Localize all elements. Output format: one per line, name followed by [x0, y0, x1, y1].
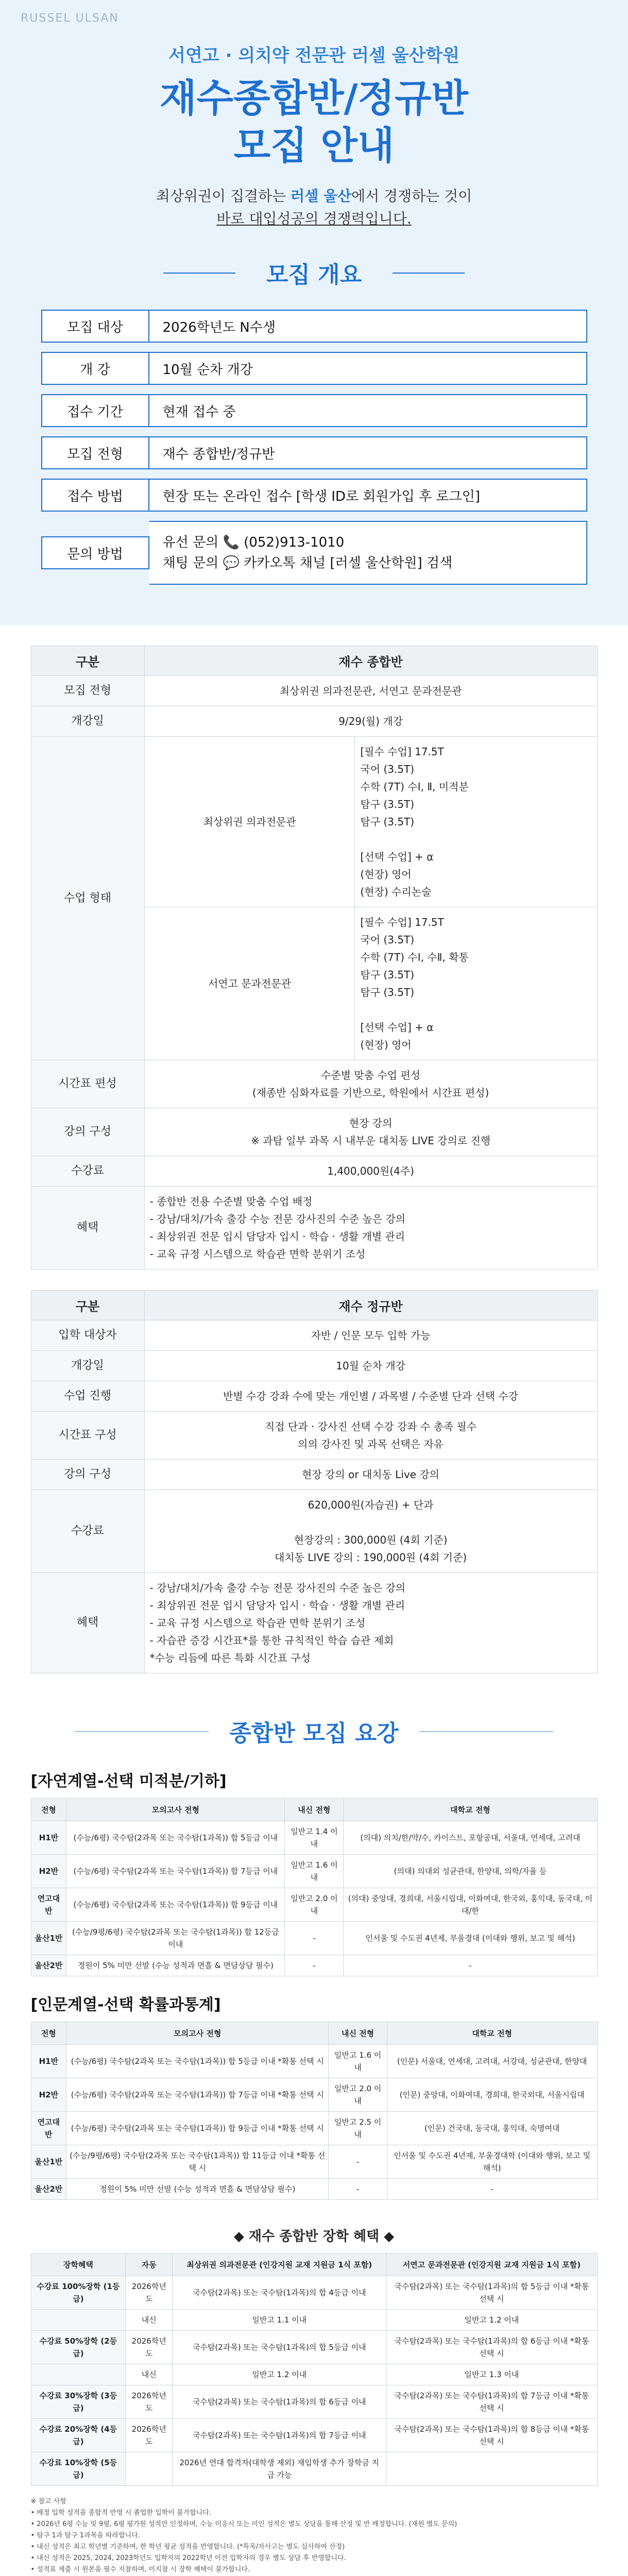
overview-value: 재수 종합반/정규반 [149, 436, 587, 469]
hero-title-line1: 재수종합반/정규반 [160, 76, 468, 121]
table-cell: H1반 [31, 2045, 66, 2078]
benefit-list [144, 1573, 597, 1673]
row-label: 강의 구성 [31, 1460, 144, 1490]
note-line: • 내신 성적은 최고 학년별 기준하며, 한 학년 평균 성적을 반영합니다. (*특목/자사고는 별도 심사하여 산정) [30, 2543, 345, 2551]
table-cell: 정원이 5% 미만 선발 (수능 성적과 면흘 & 면담상담 필수) [66, 2179, 329, 2200]
table-cell: H2반 [31, 1855, 66, 1888]
table-cell: 국수탐(2과목) 또는 국수탐(1과목)의 합 6등급 이내 [173, 2385, 386, 2419]
table-row [31, 1888, 597, 1922]
table-cell: (수능/6평) 국수탐(2과목 또는 국수탐(1과목)) 합 5등급 이내 *확통 선택 시 [66, 2045, 329, 2078]
table-cell: (의대) 중앙대, 경희대, 서울시립대, 이화여대, 한국외, 홍익대, 동국대, 이대/한 [344, 1888, 597, 1922]
table-cell: 일반고 1.1 이내 [173, 2310, 386, 2331]
jongap-col1: 구분 [31, 646, 144, 676]
table-row [31, 1351, 597, 1381]
hero-desc-line2: 바로 대입성공의 경쟁력입니다. [216, 210, 412, 227]
text-line: (현장) 영어 [360, 1039, 412, 1051]
row-label: 수업 진행 [31, 1381, 144, 1412]
table-row [31, 2364, 597, 2385]
table-row [31, 2045, 597, 2078]
table-cell: 국수탐(2과목) 또는 국수탐(1과목)의 합 5등급 이내 *확통 선택 시 [386, 2276, 597, 2310]
row-label: 개강일 [31, 1351, 144, 1381]
table-cell: 일반고 1.2 이내 [173, 2364, 386, 2385]
overview-label: 문의 방법 [41, 536, 149, 569]
kakao-contact: 채팅 문의 💬 카카오톡 채널 [러셀 울산학원] 검색 [162, 555, 453, 571]
benefit-list [144, 1187, 597, 1269]
contact-value [149, 521, 587, 585]
table-cell: - [344, 1955, 597, 1976]
jeonggyu-col1: 구분 [31, 1291, 144, 1320]
column-header: 전형 [31, 2022, 66, 2045]
column-header: 내신 전형 [329, 2022, 387, 2045]
table-cell: 2026년 연대 합격자(대학생 제외) 재입학생 추가 장학금 지급 가능 [173, 2452, 386, 2486]
overview-label: 모집 전형 [41, 436, 149, 469]
table-cell: 내신 [126, 2364, 173, 2385]
table-cell: (인문) 건국대, 동국대, 홍익대, 숙명여대 [387, 2112, 597, 2145]
text-line: [선택 수업] + α [360, 1021, 434, 1033]
text-line [360, 1001, 591, 1019]
column-header: 모의고사 전형 [66, 1799, 285, 1821]
column-header: 서연고 문과전문관 (인강지원 교재 지원금 1식 포함) [386, 2253, 597, 2276]
table-cell: - [387, 2179, 597, 2200]
table-cell: 정원이 5% 미만 선발 (수능 성적과 면흘 & 면담상담 필수) [66, 1955, 285, 1976]
table-cell: (수능/6평) 국수탐(2과목 또는 국수탐(1과목)) 합 9등급 이내 *확통 선택 시 [66, 2112, 329, 2145]
table-row [31, 1187, 597, 1269]
row-value [144, 676, 597, 706]
row-label: 수강료 [31, 1490, 144, 1573]
table-cell: 일반고 2.5 이내 [329, 2112, 387, 2145]
jongap-req-title: 종합반 모집 요강 [209, 1715, 419, 1748]
table-row [31, 1821, 597, 1855]
text-line: 자반 / 인문 모두 입학 가능 [311, 1329, 431, 1342]
row-label: 시간표 구성 [31, 1412, 144, 1460]
table-row [31, 1381, 597, 1412]
overview-row [41, 352, 587, 385]
text-line: ※ 과탐 일부 과목 시 내부운 대치동 LIVE 강의로 진행 [250, 1134, 491, 1147]
table-cell: 인서울 및 수도권 4년제, 부울경대 (이대와 행위, 보고 및 해석) [344, 1922, 597, 1955]
row-value [144, 1460, 597, 1490]
overview-title: 모집 개요 [235, 256, 393, 289]
table-cell: (의대) 의대외 성균관대, 한양대, 의학/자율 등 [344, 1855, 597, 1888]
table-cell: 수강료 20%장학 (4등급) [31, 2419, 126, 2452]
overview-row-contact [41, 521, 587, 585]
table-cell: H2반 [31, 2078, 66, 2112]
row-label: 입학 대상자 [31, 1320, 144, 1351]
table-cell: H1반 [31, 1821, 66, 1855]
text-line [360, 831, 591, 848]
table-row [31, 676, 597, 706]
row-label: 혜택 [31, 1187, 144, 1269]
column-header: 대학교 전형 [387, 2022, 597, 2045]
row-value [144, 1060, 597, 1108]
fee-line: 현장강의 : 300,000원 (4회 기준) [294, 1534, 448, 1546]
phone-contact: 유선 문의 📞 (052)913-1010 [162, 535, 345, 550]
table-cell [126, 2452, 173, 2486]
note-line: • 내신 성적은 2025, 2024, 2023학년도 입학자의 2022학년 이전 입학자의 경우 별도 상담 후 반영합니다. [30, 2554, 346, 2562]
table-cell: (의대) 의치/한/약/수, 카이스트, 포항공대, 서울대, 연세대, 고려대 [344, 1821, 597, 1855]
text-line: 탐구 (3.5T) [360, 986, 415, 998]
table-cell: 국수탐(2과목) 또는 국수탐(1과목)의 합 7등급 이내 [173, 2419, 386, 2452]
jongap-table-block [31, 646, 598, 1269]
text-line: 의의 강사진 및 과목 선택은 자유 [298, 1438, 444, 1450]
table-cell: 울산1반 [31, 1922, 66, 1955]
benefit-item: - 강남/대치/가속 출강 수능 전문 강사진의 수준 높은 강의 [149, 1582, 406, 1594]
overview-value: 2026학년도 N수생 [149, 310, 587, 343]
text-line: 수학 (7T) 수Ⅰ, 수Ⅱ, 확통 [360, 951, 469, 963]
row-label: 시간표 편성 [31, 1060, 144, 1108]
table-cell: 일반고 1.6 이내 [285, 1855, 344, 1888]
table-cell: (수능/9평/6평) 국수탐(2과목 또는 국수탐(1과목)) 합 12등급 이내 [66, 1922, 285, 1955]
column-header: 모의고사 전형 [66, 2022, 329, 2045]
table-row [31, 2452, 597, 2486]
row-label: 수강료 [31, 1156, 144, 1187]
scholar-table [31, 2253, 598, 2486]
row-value [144, 1351, 597, 1381]
jeonggyu-table-block [31, 1290, 598, 1673]
overview-label: 모집 대상 [41, 310, 149, 343]
row-value [144, 1108, 597, 1156]
note-line: • 성적표 제출 시 원본을 필수 지참하며, 미지참 시 장학 혜택이 불가합니다. [30, 2566, 250, 2573]
table-cell: (수능/6평) 국수탐(2과목 또는 국수탐(1과목)) 합 7등급 이내 *확통 선택 시 [66, 2078, 329, 2112]
text-line: 직접 단과 · 강사진 선택 수강 강좌 수 총족 필수 [264, 1420, 477, 1433]
table-cell [386, 2452, 597, 2486]
table-row [31, 737, 597, 907]
table-header-row [31, 2253, 597, 2276]
note-line: • 탐구 1과 탐구 1과목을 따라합니다. [30, 2532, 140, 2539]
column-header: 최상위권 의과전문관 (인강지원 교재 지원금 1식 포함) [173, 2253, 386, 2276]
table-row [31, 2179, 597, 2200]
text-line: 수학 (7T) 수Ⅰ, Ⅱ, 미적분 [360, 781, 469, 793]
benefit-item: - 교육 규정 시스템으로 학습관 면학 분위기 조성 [149, 1248, 366, 1260]
table-cell: 수강료 10%장학 (5등급) [31, 2452, 126, 2486]
table-cell: 일반고 1.3 이내 [386, 2364, 597, 2385]
text-line: [선택 수업] + α [360, 851, 434, 863]
table-cell: - [329, 2179, 387, 2200]
table-cell: 수강료 100%장학 (1등급) [31, 2276, 126, 2310]
table-cell: - [329, 2145, 387, 2179]
hum-table [31, 2022, 598, 2200]
table-cell: 일반고 2.0 이내 [329, 2078, 387, 2112]
table-cell: 일반고 1.4 이내 [285, 1821, 344, 1855]
text-line: 탐구 (3.5T) [360, 816, 415, 828]
note-line: • 배정 입학 성적을 종합적 반영 시 졸업한 입학이 불가합니다. [30, 2509, 211, 2517]
table-cell: (수능/6평) 국수탐(2과목 또는 국수탐(1과목)) 합 5등급 이내 [66, 1821, 285, 1855]
text-line: 탐구 (3.5T) [360, 798, 415, 810]
table-cell: 울산2반 [31, 1955, 66, 1976]
jongap-table [31, 646, 598, 1269]
row-value [144, 1320, 597, 1351]
text-line: 국어 (3.5T) [360, 934, 415, 946]
table-row [31, 1490, 597, 1573]
table-row [31, 2276, 597, 2310]
text-line: 1,400,000원(4주) [327, 1165, 414, 1177]
table-cell: 2026학년도 [126, 2419, 173, 2452]
overview-row [41, 436, 587, 469]
fee-line: 대치동 LIVE 강의 : 190,000원 (4회 기준) [274, 1551, 467, 1564]
table-cell: (수능/6평) 국수탐(2과목 또는 국수탐(1과목)) 합 9등급 이내 [66, 1888, 285, 1922]
row-label: 강의 구성 [31, 1108, 144, 1156]
jeonggyu-table [31, 1290, 598, 1673]
column-header: 대학교 전형 [344, 1799, 597, 1821]
overview-value: 현장 또는 온라인 접수 [학생 ID로 회원가입 후 로그인] [149, 479, 587, 512]
table-cell: - [285, 1922, 344, 1955]
table-cell: 내신 [126, 2310, 173, 2331]
fee-line [150, 1514, 592, 1531]
hero-title-line2: 모집 안내 [233, 124, 395, 168]
table-header-row [31, 1799, 597, 1821]
benefit-item: - 종합반 전용 수준별 맞춤 수업 배정 [149, 1195, 313, 1208]
column-header: 내신 전형 [285, 1799, 344, 1821]
table-row [31, 1922, 597, 1955]
table-row [31, 2112, 597, 2145]
table-cell [31, 2310, 126, 2331]
benefit-item: - 자습관 증강 시간표*를 통한 규칙적인 학습 습관 제회 [149, 1634, 394, 1647]
fee-value [144, 1490, 597, 1573]
row-label: 개강일 [31, 706, 144, 737]
row-value [144, 1381, 597, 1412]
table-cell: (수능/9평/6평) 국수탐(2과목 또는 국수탐(1과목)) 합 11등급 이내 *확통 선택 시 [66, 2145, 329, 2179]
table-row [31, 2331, 597, 2364]
table-row [31, 2145, 597, 2179]
hero-subtitle: 서연고 · 의치약 전문관 러셀 울산학원 [168, 45, 460, 66]
table-row [31, 1156, 597, 1187]
jongap-req-title-wrap [0, 1715, 628, 1748]
table-cell [31, 2364, 126, 2385]
table-row [31, 1320, 597, 1351]
jeonggyu-col2: 재수 정규반 [144, 1291, 597, 1320]
table-cell: 국수탐(2과목) 또는 국수탐(1과목)의 합 4등급 이내 [173, 2276, 386, 2310]
text-line: 수준별 맞춤 수업 편성 [321, 1069, 420, 1081]
overview-label: 개 강 [41, 352, 149, 385]
benefit-item: - 최상위권 전문 입시 담당자 입시 · 학습 · 생활 개별 관리 [149, 1230, 405, 1243]
form-detail [355, 737, 597, 907]
table-row [31, 2385, 597, 2419]
row-label: 모집 전형 [31, 676, 144, 706]
text-line: 국어 (3.5T) [360, 763, 415, 775]
column-header: 자동 [126, 2253, 173, 2276]
table-row [31, 1855, 597, 1888]
form-name: 서연고 문과전문관 [144, 907, 355, 1060]
table-cell: 인서울 및 수도권 4년제, 부울경대학 (이대와 행위, 보고 및 해석) [387, 2145, 597, 2179]
table-cell: 2026학년도 [126, 2331, 173, 2364]
benefit-item: - 교육 규정 시스템으로 학습관 면학 분위기 조성 [149, 1617, 366, 1629]
overview-row [41, 394, 587, 427]
row-value [144, 706, 597, 737]
table-row [31, 2419, 597, 2452]
table-row [31, 1955, 597, 1976]
benefit-item: - 최상위권 전문 입시 담당자 입시 · 학습 · 생활 개별 관리 [149, 1599, 405, 1612]
text-line: 10월 순차 개강 [336, 1360, 405, 1372]
table-cell: 2026학년도 [126, 2385, 173, 2419]
benefit-item: *수능 리듬에 따른 특화 시간표 구성 [149, 1652, 311, 1664]
overview-list [41, 310, 587, 585]
row-value [144, 1412, 597, 1460]
table-row [31, 706, 597, 737]
text-line: (현장) 수리논술 [360, 886, 432, 898]
table-row [31, 2310, 597, 2331]
overview-row [41, 479, 587, 512]
note-line: • 2026년 6평 수능 및 9평, 6평 평가원 성적만 인정하며, 수능 미응시 또는 미인 성적은 별도 상담을 통해 산정 및 반 배정합니다. (재원 별도 문의) [30, 2520, 457, 2528]
table-cell: 일반고 1.6 이내 [329, 2045, 387, 2078]
text-line: [필수 수업] 17.5T [360, 916, 444, 928]
table-header-row [31, 2022, 597, 2045]
text-line: 탐구 (3.5T) [360, 969, 415, 981]
table-row [31, 1108, 597, 1156]
hum-head: [인문계열-선택 확률과통계] [30, 1996, 221, 2014]
column-header: 장학혜택 [31, 2253, 126, 2276]
text-line: 9/29(월) 개강 [338, 715, 403, 727]
table-cell: 울산1반 [31, 2145, 66, 2179]
overview-value: 현재 접수 중 [149, 394, 587, 427]
text-line: (현장) 영어 [360, 868, 412, 880]
overview-value: 10월 순차 개강 [149, 352, 587, 385]
table-cell: (인문) 중앙대, 이화여대, 경희대, 한국외대, 서울시립대 [387, 2078, 597, 2112]
brand-topbar: RUSSEL ULSAN [21, 11, 119, 25]
table-row [31, 1060, 597, 1108]
overview-row [41, 310, 587, 343]
text-line: 최상위권 의과전문관, 서연고 문과전문관 [279, 685, 462, 697]
overview-label: 접수 기간 [41, 394, 149, 427]
table-cell: - [285, 1955, 344, 1976]
text-line: (재종반 심화자료를 기반으로, 학원에서 시간표 편성) [252, 1087, 489, 1099]
note-line: ※ 참고 사항 [30, 2498, 66, 2505]
table-cell: (인문) 서울대, 연세대, 고려대, 서강대, 성균관대, 한양대 [387, 2045, 597, 2078]
nat-head: [자연계열-선택 미적분/기하] [30, 1772, 227, 1790]
text-line: 현장 강의 or 대치동 Live 강의 [302, 1468, 439, 1481]
jongap-notes [31, 2496, 598, 2576]
table-cell: 울산2반 [31, 2179, 66, 2200]
table-cell: 일반고 1.2 이내 [386, 2310, 597, 2331]
jongap-col2: 재수 종합반 [144, 646, 597, 676]
row-label: 수업 형태 [31, 737, 144, 1060]
row-label: 혜택 [31, 1573, 144, 1673]
form-detail [355, 907, 597, 1060]
table-row [31, 1460, 597, 1490]
scholar-title: ◆ 재수 종합반 장학 혜택 ◆ [233, 2229, 395, 2244]
hero-desc-part1: 최상위권이 집결하는 [156, 188, 286, 205]
table-cell: (수능/6평) 국수탐(2과목 또는 국수탐(1과목)) 합 7등급 이내 [66, 1855, 285, 1888]
benefit-item: - 강남/대치/가속 출강 수능 전문 강사진의 수준 높은 강의 [149, 1213, 406, 1225]
hero-section [0, 0, 628, 625]
table-cell: 일반고 2.0 이내 [285, 1888, 344, 1922]
table-cell: 국수탐(2과목) 또는 국수탐(1과목)의 합 7등급 이내 *확통 선택 시 [386, 2385, 597, 2419]
form-name: 최상위권 의과전문관 [144, 737, 355, 907]
table-cell: 수강료 30%장학 (3등급) [31, 2385, 126, 2419]
row-value [144, 1156, 597, 1187]
text-line: [필수 수업] 17.5T [360, 745, 444, 758]
table-row [31, 2078, 597, 2112]
table-cell: 연고대반 [31, 2112, 66, 2145]
hero-desc-part2: 에서 경쟁하는 것이 [351, 188, 472, 205]
hero-title [0, 75, 628, 170]
fee-line: 620,000원(자습권) + 단과 [308, 1499, 434, 1511]
text-line: 현장 강의 [349, 1117, 393, 1129]
column-header: 전형 [31, 1799, 66, 1821]
table-cell: 국수탐(2과목) 또는 국수탐(1과목)의 합 6등급 이내 *확통 선택 시 [386, 2331, 597, 2364]
table-cell: 수강료 50%장학 (2등급) [31, 2331, 126, 2364]
hero-desc-brand: 러셀 울산 [291, 188, 351, 205]
hero-description [0, 185, 628, 230]
text-line: 반별 수강 강좌 수에 맞는 개인별 / 과목별 / 수준별 단과 선택 수강 [223, 1390, 518, 1402]
table-row [31, 1573, 597, 1673]
nat-table [31, 1798, 598, 1976]
table-cell: 2026학년도 [126, 2276, 173, 2310]
table-cell: 국수탐(2과목) 또는 국수탐(1과목)의 합 8등급 이내 *확통 선택 시 [386, 2419, 597, 2452]
overview-label: 접수 방법 [41, 479, 149, 512]
table-row [31, 1412, 597, 1460]
table-cell: 국수탐(2과목) 또는 국수탐(1과목)의 합 5등급 이내 [173, 2331, 386, 2364]
table-cell: 연고대반 [31, 1888, 66, 1922]
